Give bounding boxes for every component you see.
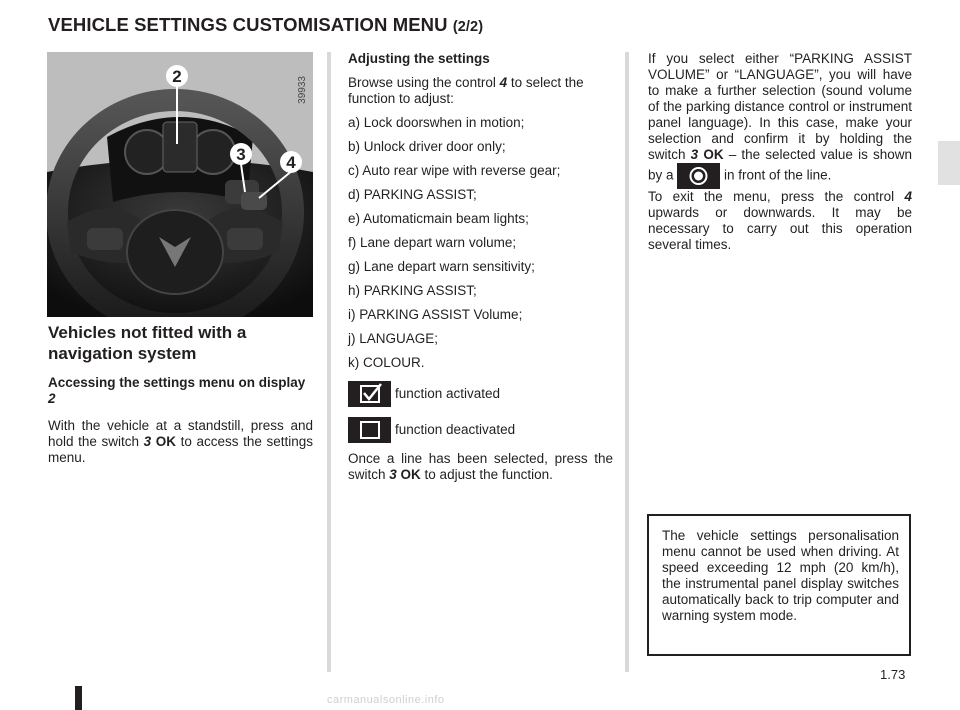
browse-text-end: to select the function to adjust:	[348, 75, 584, 106]
ok-label: OK	[155, 434, 176, 449]
selection-text: If you select either “PARKING ASSIST VOLUME” or “LANGUAGE”, you will have to make a further selection (sound volume of the parking distance control or instrument panel language). In this case, make your selection and confirm it by holding the switch	[648, 51, 912, 162]
page-number: 1.73	[880, 667, 906, 682]
adjusting-heading: Adjusting the settings	[348, 51, 490, 66]
switch-ref: 3	[389, 467, 397, 482]
legend-deactivated	[348, 417, 613, 443]
switch-ref: 3	[143, 434, 152, 449]
section-thumb-tab	[938, 141, 960, 185]
svg-text:2: 2	[172, 67, 182, 86]
sub-heading	[48, 375, 313, 407]
callout-4	[280, 151, 302, 173]
control-ref: 4	[499, 75, 508, 90]
corner-mark	[75, 686, 82, 710]
selection-text-mid: – the selected value is shown by a	[648, 147, 912, 183]
list-item: h) PARKING ASSIST;	[348, 283, 477, 298]
list-item: i) PARKING ASSIST Volume;	[348, 307, 523, 322]
selection-paragraph	[648, 51, 912, 189]
list-item: f) Lane depart warn volume;	[348, 235, 517, 250]
ok-label: OK	[703, 147, 724, 162]
list-item: b) Unlock driver door only;	[348, 139, 506, 154]
list-item: c) Auto rear wipe with reverse gear;	[348, 163, 561, 178]
list-item: d) PARKING ASSIST;	[348, 187, 477, 202]
svg-text:3: 3	[236, 145, 246, 164]
exit-paragraph	[648, 189, 912, 253]
list-item: j) LANGUAGE;	[348, 331, 439, 346]
list-item: g) Lane depart warn sensitivity;	[348, 259, 535, 274]
checkbox-checked-icon	[348, 381, 391, 407]
page-title	[48, 14, 483, 36]
column-divider-1	[327, 52, 331, 672]
display-ref: 2	[48, 391, 56, 406]
intro-text: With the vehicle at a standstill, press and hold the switch	[48, 418, 313, 449]
title-part: (2/2)	[452, 19, 484, 35]
ok-label: OK	[400, 467, 421, 482]
once-text: Once a line has been selected, press the switch	[348, 451, 613, 482]
callout-2	[166, 65, 188, 87]
radio-selected-icon	[677, 163, 720, 189]
once-text-end: to adjust the function.	[420, 467, 553, 482]
control-ref: 4	[904, 189, 912, 204]
callout-3	[230, 143, 252, 165]
exit-text: To exit the menu, press the control	[648, 189, 905, 204]
watermark: carmanualsonline.info	[327, 694, 445, 706]
legend-activated	[348, 381, 613, 407]
selection-text-end: in front of the line.	[720, 167, 832, 183]
checkbox-empty-icon	[348, 417, 391, 443]
browse-paragraph	[348, 75, 613, 107]
svg-text:4: 4	[286, 153, 296, 172]
section-heading: Vehicles not fitted with a navigation system	[48, 323, 247, 363]
switch-ref: 3	[690, 147, 699, 162]
steering-wheel-illustration	[47, 52, 313, 317]
once-paragraph	[348, 451, 613, 483]
browse-text: Browse using the control	[348, 75, 500, 90]
list-item: a) Lock doorswhen in motion;	[348, 115, 525, 130]
warning-note-box	[647, 514, 911, 656]
figure-ref-code: 39933	[297, 76, 308, 104]
legend-deactivated-text: function deactivated	[395, 422, 516, 437]
list-item: e) Automaticmain beam lights;	[348, 211, 529, 226]
note-text: The vehicle settings personalisation menu cannot be used when driving. At speed exceeding 12 mph (20 km/h), the instrumental panel display switches automatically back to trip computer and warning system mode.	[662, 528, 899, 623]
exit-text-end: upwards or downwards. It may be necessary to carry out this operation several times.	[648, 205, 912, 252]
list-item: k) COLOUR.	[348, 355, 425, 370]
intro-paragraph	[48, 418, 313, 466]
intro-text-end: to access the settings menu.	[48, 434, 313, 465]
column-divider-2	[625, 52, 629, 672]
settings-column	[348, 51, 613, 483]
sub-heading-text: Accessing the settings menu on display	[48, 375, 306, 390]
legend-activated-text: function activated	[395, 386, 501, 401]
info-column	[648, 51, 912, 253]
title-text: VEHICLE SETTINGS CUSTOMISATION MENU	[48, 14, 448, 35]
